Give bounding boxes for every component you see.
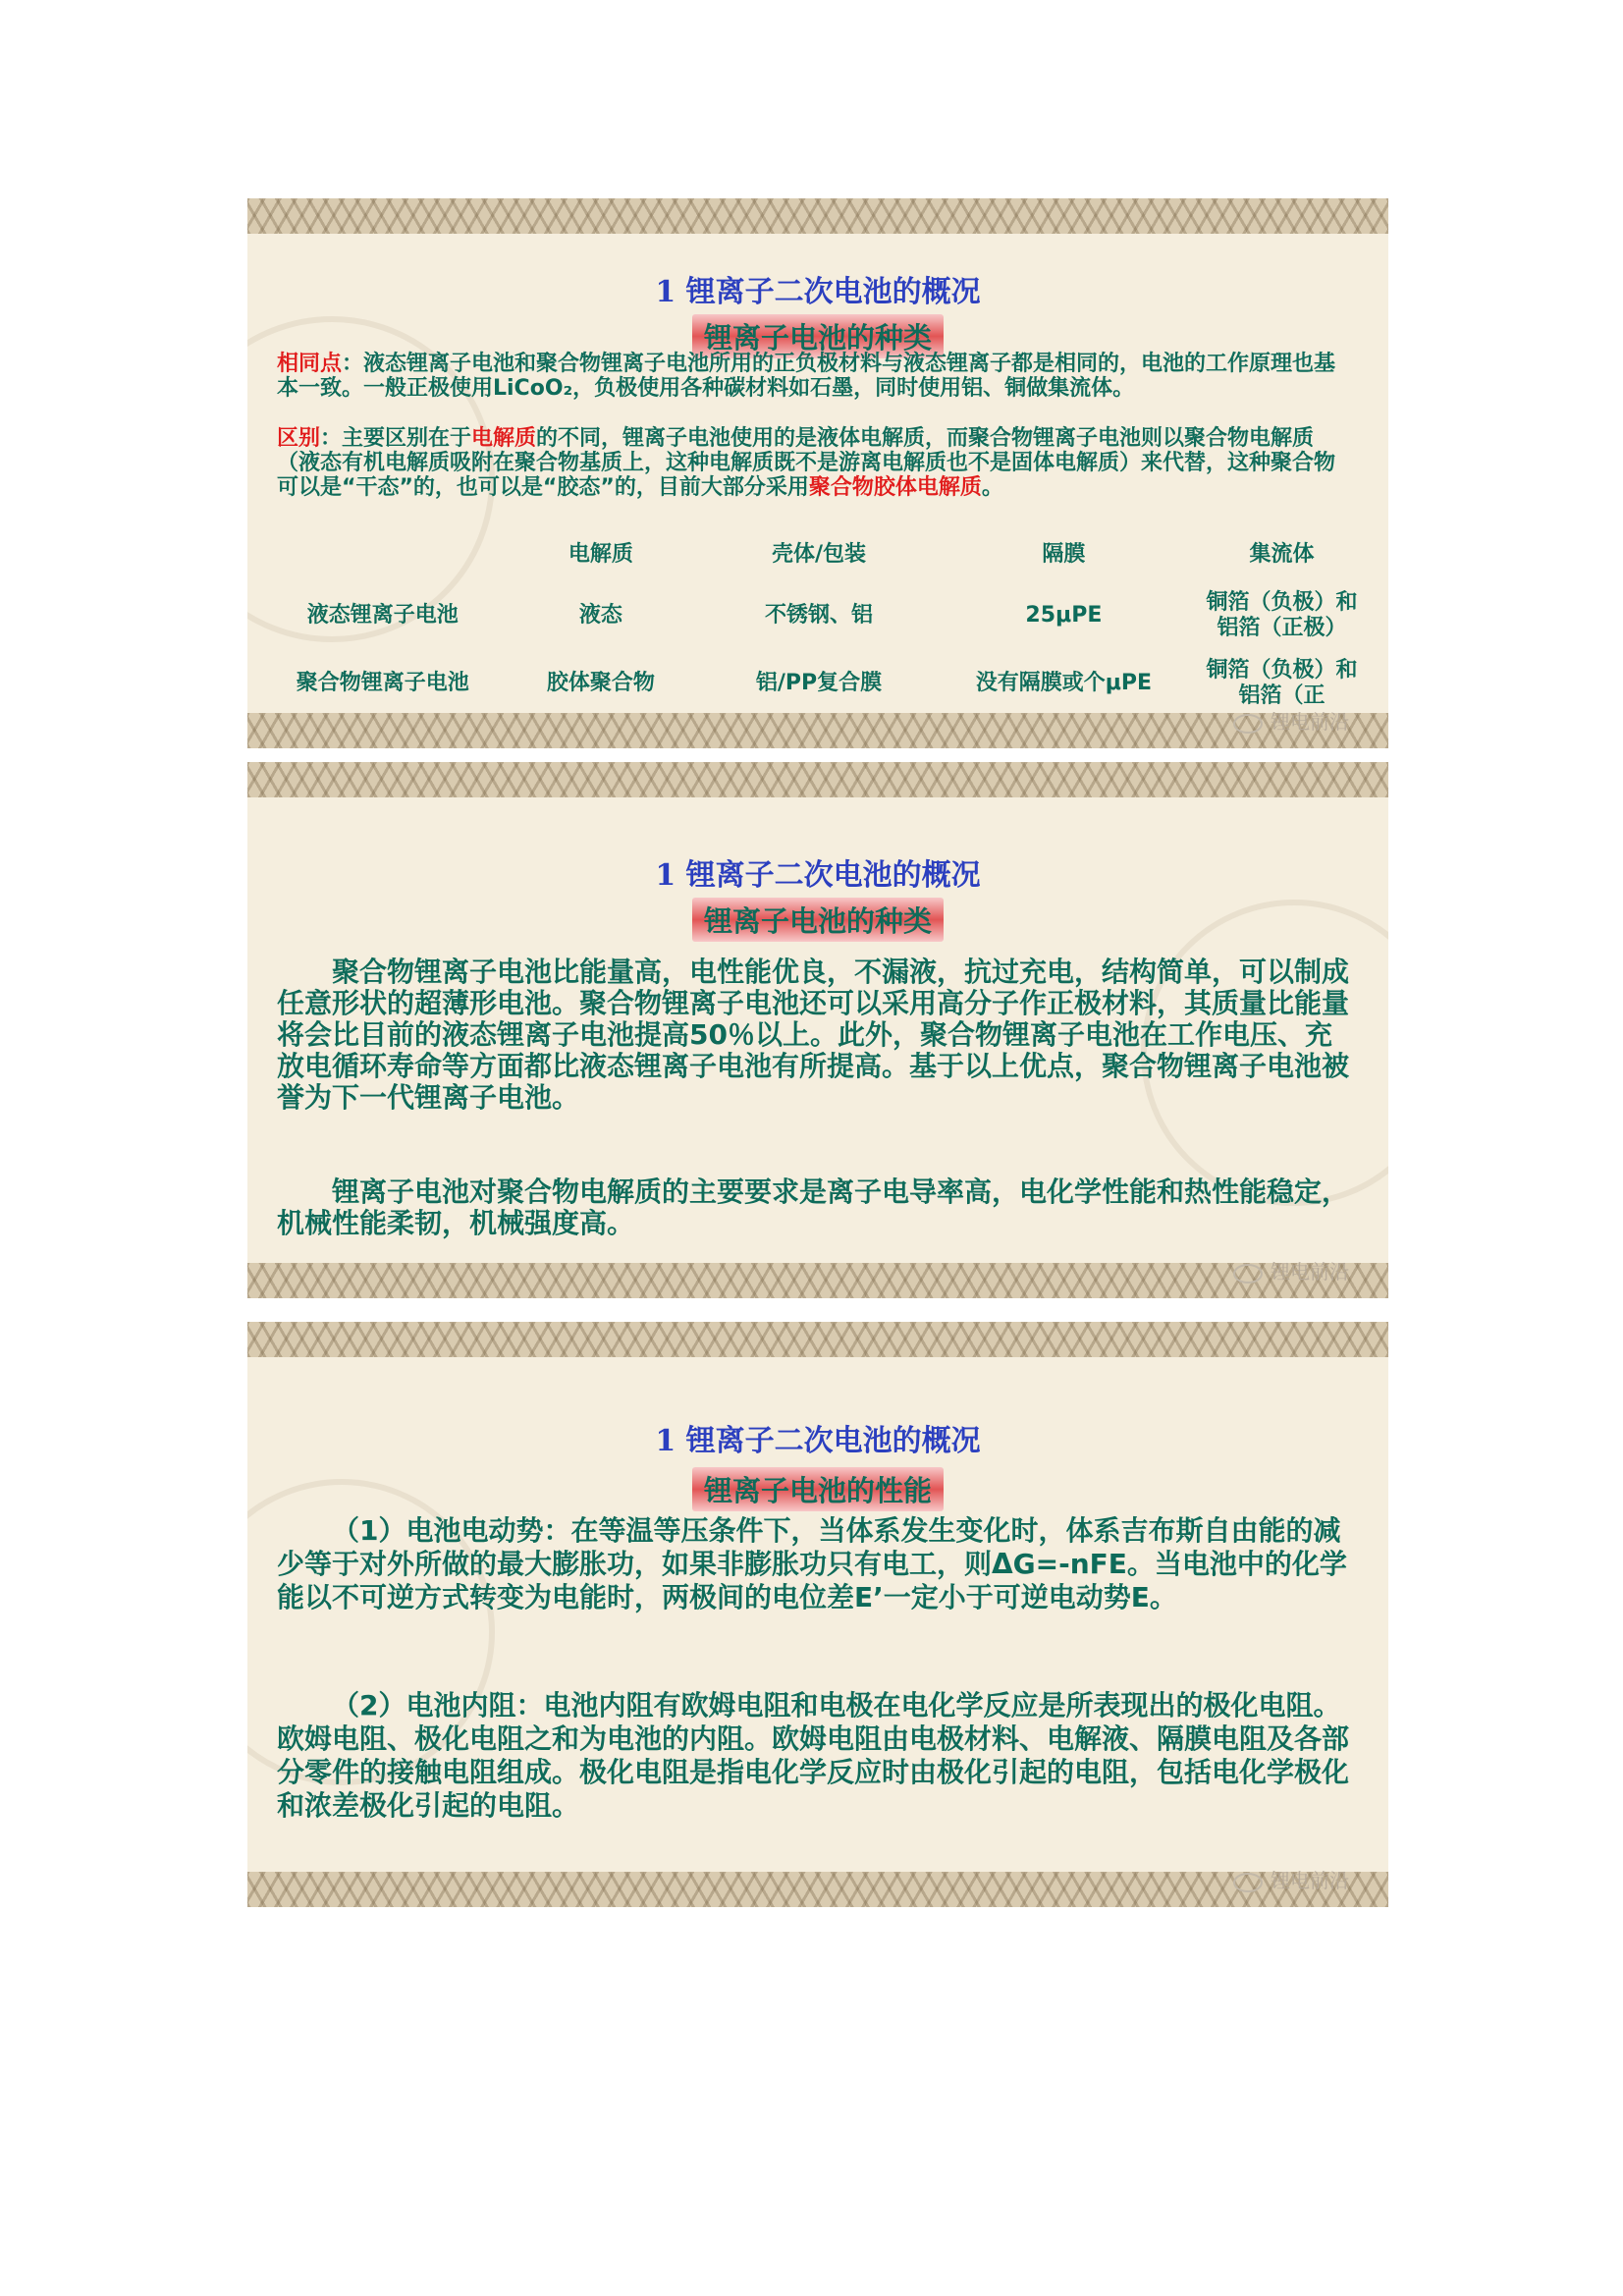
section-banner: 锂离子电池的种类: [692, 898, 944, 942]
watermark: [1233, 706, 1349, 735]
similarity-label: 相同点: [277, 352, 343, 376]
wechat-icon: [1233, 714, 1263, 734]
decorative-border-top: [247, 1322, 1388, 1357]
difference-highlight-2: 聚合物胶体电解质: [808, 475, 982, 500]
table-cell: 铜箔（负极）和铝箔（正极）: [1206, 590, 1358, 640]
wechat-icon: [1233, 1264, 1263, 1284]
difference-paragraph: [277, 426, 1353, 500]
table-header-cell: [271, 536, 495, 574]
difference-highlight: 电解质: [471, 426, 537, 451]
comparison-table: [271, 536, 1367, 709]
slide-3: [247, 1322, 1388, 1907]
decorative-border-bottom: [247, 1872, 1388, 1907]
difference-text-a: ：主要区别在于: [320, 426, 472, 451]
decorative-border-top: [247, 198, 1388, 234]
slide-1: [247, 198, 1388, 748]
slide-title: 1 锂离子二次电池的概况: [655, 1424, 981, 1458]
table-header-cell: 隔膜: [1042, 542, 1086, 567]
emf-paragraph: （1）电池电动势：在等温等压条件下，当体系发生变化时，体系吉布斯自由能的减少等于对外所做的最大膨胀功，如果非膨胀功只有电工，则ΔG=-nFE。当电池中的化学能以不可逆方式转变为电能时，两极间的电位差E’一定小于可逆电动势E。: [277, 1514, 1347, 1613]
watermark: [1233, 1256, 1349, 1285]
table-cell: 25μPE: [1025, 603, 1103, 628]
section-banner: 锂离子电池的种类: [692, 314, 944, 358]
table-cell: 没有隔膜或个μPE: [975, 671, 1153, 695]
similarity-paragraph: [277, 352, 1353, 401]
table-cell: 液态锂离子电池: [306, 603, 459, 628]
decorative-border-bottom: [247, 713, 1388, 748]
table-cell: 胶体聚合物: [546, 671, 655, 695]
table-cell: 不锈钢、铝: [764, 603, 873, 628]
watermark-text: 锂电前沿: [1271, 1869, 1349, 1892]
slide-title: 1 锂离子二次电池的概况: [655, 275, 981, 309]
table-cell: 液态: [578, 603, 622, 628]
difference-text-b: 的不同，锂离子电池使用的是液体电解质，而聚合物锂离子电池则以聚合物电解质（液态有机电解质吸附在聚合物基质上，这种电解质既不是游离电解质也不是固体电解质）来代替，这种聚合物可以是“干态”的，也可以是“胶态”的，目前大部分采用: [277, 426, 1336, 500]
watermark-text: 锂电前沿: [1271, 710, 1349, 734]
table-row: [271, 574, 1367, 658]
table-cell: 聚合物锂离子电池: [296, 671, 469, 695]
table-cell: 铝/PP复合膜: [755, 671, 883, 695]
table-header-cell: 电解质: [568, 542, 633, 567]
difference-label: 区别: [277, 426, 321, 451]
section-banner: 锂离子电池的性能: [692, 1467, 944, 1511]
table-header-row: [271, 536, 1367, 574]
difference-end: 。: [981, 475, 1003, 500]
table-cell: 铜箔（负极）和铝箔（正: [1206, 658, 1358, 708]
wechat-icon: [1233, 1873, 1263, 1892]
slide-2: [247, 762, 1388, 1298]
watermark-text: 锂电前沿: [1271, 1260, 1349, 1284]
table-header-cell: 集流体: [1249, 542, 1315, 567]
internal-resistance-paragraph: （2）电池内阻：电池内阻有欧姆电阻和电极在电化学反应是所表现出的极化电阻。欧姆电阻、极化电阻之和为电池的内阻。欧姆电阻由电极材料、电解液、隔膜电阻及各部分零件的接触电阻组成。极化电阻是指电化学反应时由极化引起的电阻，包括电化学极化和浓差极化引起的电阻。: [277, 1689, 1350, 1822]
decorative-border-top: [247, 762, 1388, 797]
table-header-cell: 壳体/包装: [771, 542, 866, 567]
decorative-border-bottom: [247, 1263, 1388, 1298]
requirements-paragraph: 锂离子电池对聚合物电解质的主要要求是离子电导率高，电化学性能和热性能稳定，机械性能柔韧，机械强度高。: [277, 1175, 1350, 1239]
advantages-paragraph: 聚合物锂离子电池比能量高，电性能优良，不漏液，抗过充电，结构简单，可以制成任意形状的超薄形电池。聚合物锂离子电池还可以采用高分子作正极材料，其质量比能量将会比目前的液态锂离子电池提高50％以上。此外，聚合物锂离子电池在工作电压、充放电循环寿命等方面都比液态锂离子电池有所提高。基于以上优点，聚合物锂离子电池被誉为下一代锂离子电池。: [277, 956, 1350, 1114]
watermark: [1233, 1865, 1349, 1893]
slide-title: 1 锂离子二次电池的概况: [655, 858, 981, 893]
table-row: [271, 658, 1367, 709]
similarity-text: ：液态锂离子电池和聚合物锂离子电池所用的正负极材料与液态锂离子都是相同的，电池的工作原理也基本一致。一般正极使用LiCoO₂，负极使用各种碳材料如石墨，同时使用铝、铜做集流体。: [277, 352, 1336, 401]
